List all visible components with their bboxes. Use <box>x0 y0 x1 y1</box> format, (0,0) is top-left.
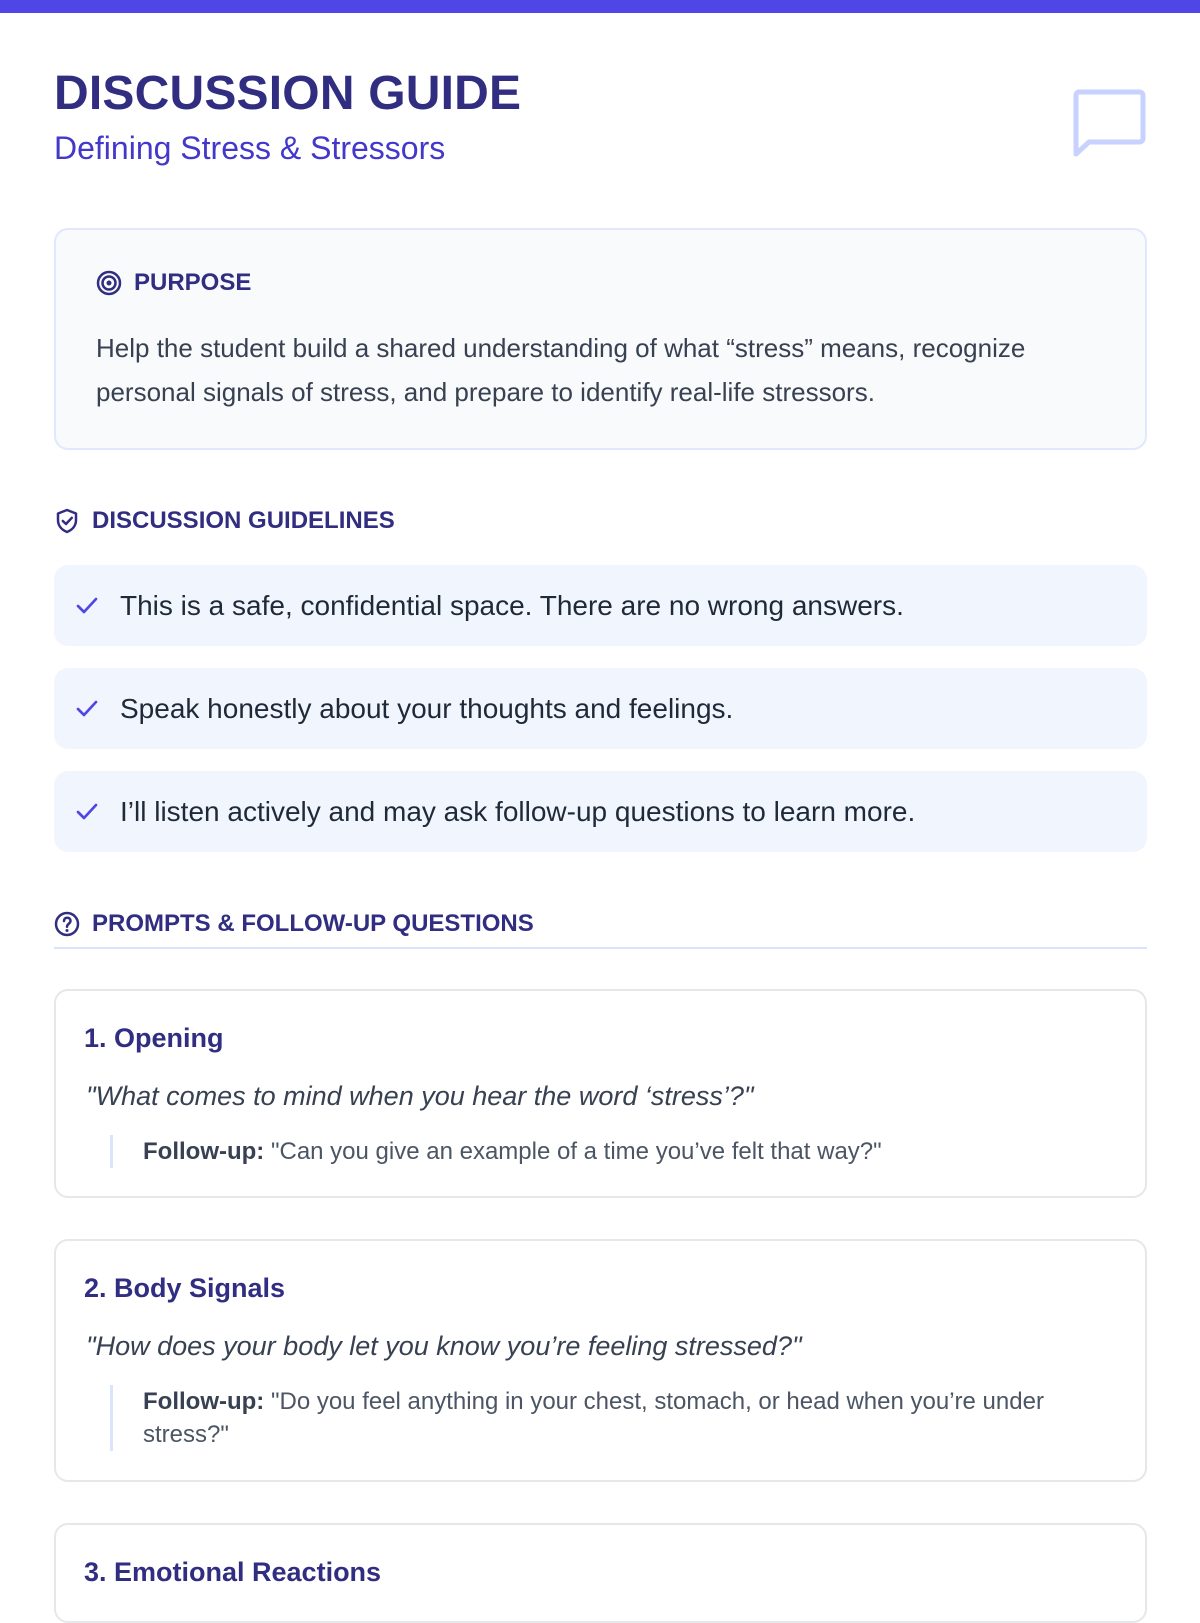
guideline-text: This is a safe, confidential space. There are no wrong answers. <box>120 589 904 621</box>
guidelines-heading-label: DISCUSSION GUIDELINES <box>92 507 395 534</box>
shield-check-icon <box>54 507 80 535</box>
guideline-text: Speak honestly about your thoughts and feelings. <box>120 692 734 724</box>
followup-text: "Do you feel anything in your chest, stomach, or head when you’re under stress?" <box>143 1388 1044 1448</box>
prompts-heading-label: PROMPTS & FOLLOW-UP QUESTIONS <box>92 910 534 937</box>
purpose-heading-label: PURPOSE <box>134 269 252 296</box>
target-icon <box>96 270 122 296</box>
prompt-card <box>54 1523 1147 1623</box>
purpose-description: Help the student build a shared understanding of what “stress” means, recognize personal signals of stress, and prepare to identify real-life stressors. <box>96 333 1026 407</box>
followup-label: Follow-up: <box>143 1388 265 1415</box>
guideline-text: I’ll listen actively and may ask follow-up questions to learn more. <box>120 795 916 827</box>
prompt-title: 1. Opening <box>84 1023 224 1053</box>
question-circle-icon <box>54 911 80 937</box>
prompt-title: 3. Emotional Reactions <box>84 1557 382 1587</box>
prompt-question: "What comes to mind when you hear the word ‘stress’?" <box>86 1081 754 1111</box>
guidelines-list <box>54 565 1147 852</box>
guideline-item <box>54 565 1147 646</box>
guideline-item <box>54 771 1147 852</box>
check-icon <box>76 595 98 617</box>
guideline-item <box>54 668 1147 749</box>
prompts-heading <box>54 909 534 939</box>
purpose-heading <box>96 268 251 298</box>
discussion-guide-page <box>54 0 1147 1587</box>
guidelines-heading <box>54 506 395 536</box>
page-subtitle: Defining Stress & Stressors <box>54 130 446 166</box>
prompt-card <box>54 1239 1147 1482</box>
followup-text: "Can you give an example of a time you’ve felt that way?" <box>264 1138 882 1165</box>
prompt-question: "How does your body let you know you’re feeling stressed?" <box>86 1331 802 1361</box>
prompt-title: 2. Body Signals <box>84 1273 286 1303</box>
page-header <box>54 0 1147 228</box>
page-title: DISCUSSION GUIDE <box>54 67 522 120</box>
check-icon <box>76 698 98 720</box>
chat-icon <box>1071 86 1147 158</box>
followup-block <box>110 1385 1113 1451</box>
check-icon <box>76 801 98 823</box>
prompt-card <box>54 989 1147 1198</box>
followup-block <box>110 1135 1113 1168</box>
purpose-card <box>54 228 1147 450</box>
section-divider <box>54 947 1147 949</box>
followup-label: Follow-up: <box>143 1138 265 1165</box>
